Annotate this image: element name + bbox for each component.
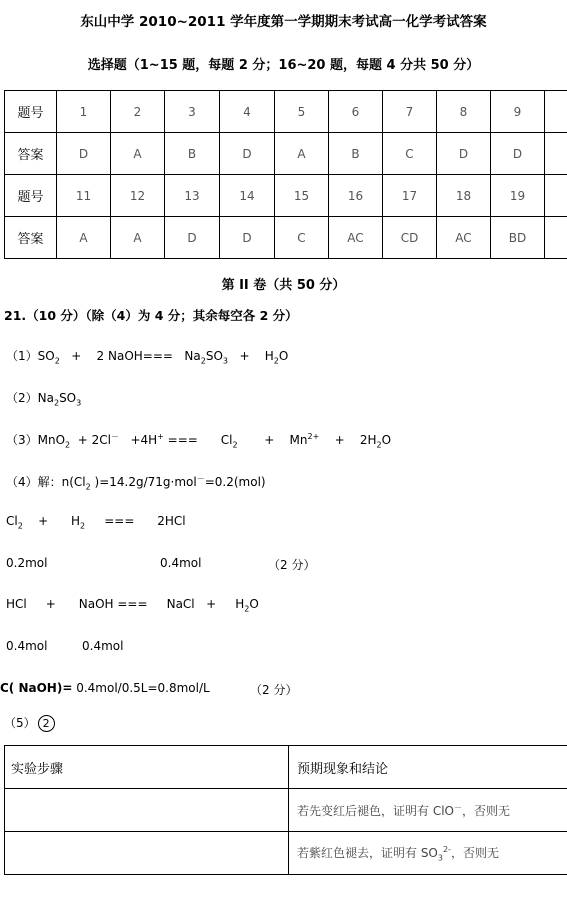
text-segment: （4）解：n(Cl (6, 475, 86, 489)
text-segment: HCl + NaOH === NaCl + H (6, 597, 245, 611)
superscript: + (157, 432, 164, 441)
table-cell: D (491, 133, 545, 175)
answer-line-8a: 0.4mol (6, 639, 48, 653)
answer-line-2 (6, 389, 81, 407)
text-segment: =0.2(mol) (204, 475, 266, 489)
subscript: 2 (273, 356, 279, 366)
answer-line-9c: （2 分） (250, 683, 298, 697)
subscript: 2 (85, 482, 91, 492)
table-cell: 5 (275, 91, 329, 133)
table-cell: 2 (111, 91, 165, 133)
table-cell: AC (329, 217, 383, 259)
superscript: － (196, 474, 205, 483)
table-cell: 4 (220, 91, 275, 133)
table-cell: 12 (111, 175, 165, 217)
table-cell: 14 (220, 175, 275, 217)
table-cell (289, 832, 567, 875)
text-segment: + Mn (237, 433, 308, 447)
document-title: 东山中学 2010~2011 学年度第一学期期末考试高一化学考试答案 (80, 14, 487, 30)
text-segment: + 2Cl (70, 433, 111, 447)
table-row (5, 217, 567, 259)
subscript: 2 (200, 356, 206, 366)
answer-line-6b: 0.4mol (160, 556, 202, 570)
text-segment: （5） (4, 716, 36, 730)
table-cell: D (57, 133, 111, 175)
superscript: － (453, 802, 462, 812)
table-cell: 16 (329, 175, 383, 217)
text-segment: SO (59, 391, 77, 405)
table-cell: B (329, 133, 383, 175)
text-segment: + 2H (319, 433, 377, 447)
table-cell: A (275, 133, 329, 175)
table-cell: D (220, 217, 275, 259)
question-21-header: 21.（10 分）（除（4）为 4 分；其余每空各 2 分） (4, 308, 298, 323)
multiple-choice-header: 选择题（1~15 题，每题 2 分；16~20 题，每题 4 分共 50 分） (87, 58, 480, 73)
superscript: 2+ (307, 432, 320, 441)
table-cell (545, 175, 567, 217)
table-cell: C (275, 217, 329, 259)
answer-line-6c: （2 分） (268, 558, 316, 572)
section-ii-header: 第 II 卷（共 50 分） (221, 278, 346, 293)
subscript: 3 (76, 398, 82, 408)
text-segment: ，否则无 (461, 803, 510, 818)
table-cell: 15 (275, 175, 329, 217)
table-cell: D (437, 133, 491, 175)
text-segment: +4H (119, 433, 158, 447)
subscript: 2 (244, 604, 250, 614)
table-cell: A (111, 217, 165, 259)
table-cell: 13 (165, 175, 220, 217)
text-segment: C( NaOH)= (0, 681, 73, 695)
text-segment: 若紫红色褪去，证明有 SO (297, 845, 438, 860)
table-cell: D (165, 217, 220, 259)
subscript: 2 (376, 440, 382, 450)
text-segment: 0.4mol/0.5L=0.8mol/L (72, 681, 210, 695)
table-cell (545, 217, 567, 259)
table-row (5, 789, 567, 832)
table-cell (289, 789, 567, 832)
table-cell: 9 (491, 91, 545, 133)
text-segment: + H (228, 349, 274, 363)
subscript: 2 (17, 521, 23, 531)
superscript: － (111, 432, 119, 441)
subscript: 2 (80, 521, 86, 531)
text-segment: Cl (6, 514, 18, 528)
table-cell (5, 789, 289, 832)
subscript: 3 (437, 853, 443, 863)
answer-line-7 (6, 597, 259, 613)
table-cell (545, 91, 567, 133)
subscript: 3 (222, 356, 228, 366)
table-cell: 预期现象和结论 (289, 746, 567, 789)
answer-line-3 (6, 431, 391, 449)
superscript: 2- (442, 844, 451, 854)
table-cell (5, 832, 289, 875)
table-cell: AC (437, 217, 491, 259)
table-cell: 19 (491, 175, 545, 217)
table-cell: 11 (57, 175, 111, 217)
text-segment: （2）Na (6, 391, 54, 405)
table-cell: 实验步骤 (5, 746, 289, 789)
table-cell: D (220, 133, 275, 175)
text-segment: （3）MnO (6, 433, 66, 447)
text-segment: O (249, 597, 259, 611)
answer-line-9 (0, 681, 210, 695)
text-segment: ，否则无 (450, 845, 499, 860)
table-cell: 3 (165, 91, 220, 133)
answer-line-1 (6, 347, 288, 365)
answer-line-8b: 0.4mol (82, 639, 124, 653)
answer-table (4, 90, 567, 259)
table-cell: 18 (437, 175, 491, 217)
table-cell: C (383, 133, 437, 175)
text-segment: O (381, 433, 392, 447)
table-cell: 1 (57, 91, 111, 133)
table-cell: 17 (383, 175, 437, 217)
subscript: 2 (232, 440, 238, 450)
text-segment: === 2HCl (85, 514, 186, 528)
text-segment: 若先变红后褪色，证明有 ClO (297, 803, 454, 818)
table-cell: 题号 (5, 175, 57, 217)
text-segment: O (278, 349, 289, 363)
table-cell: B (165, 133, 220, 175)
subscript: 2 (65, 440, 71, 450)
table-row (5, 91, 567, 133)
table-cell (545, 133, 567, 175)
text-segment: （1）SO (6, 349, 55, 363)
table-cell: A (57, 217, 111, 259)
answer-line-4 (6, 473, 266, 491)
table-cell: BD (491, 217, 545, 259)
experiment-table (4, 745, 567, 875)
table-cell: 答案 (5, 133, 57, 175)
answer-line-10 (4, 714, 55, 732)
text-segment: + 2 NaOH=== Na (59, 349, 201, 363)
text-segment: SO (205, 349, 223, 363)
table-cell: 8 (437, 91, 491, 133)
circled-number: 2 (38, 715, 55, 732)
table-row (5, 133, 567, 175)
table-cell: 题号 (5, 91, 57, 133)
table-cell: 答案 (5, 217, 57, 259)
text-segment: === Cl (163, 433, 233, 447)
table-row (5, 746, 567, 789)
table-row (5, 175, 567, 217)
subscript: 2 (53, 398, 60, 408)
answer-line-5 (6, 514, 186, 530)
table-cell: A (111, 133, 165, 175)
table-cell: CD (383, 217, 437, 259)
text-segment: + H (22, 514, 81, 528)
table-cell: 6 (329, 91, 383, 133)
table-row (5, 832, 567, 875)
answer-line-6a: 0.2mol (6, 556, 48, 570)
subscript: 2 (54, 356, 60, 366)
table-cell: 7 (383, 91, 437, 133)
text-segment: )=14.2g/71g·mol (90, 475, 197, 489)
